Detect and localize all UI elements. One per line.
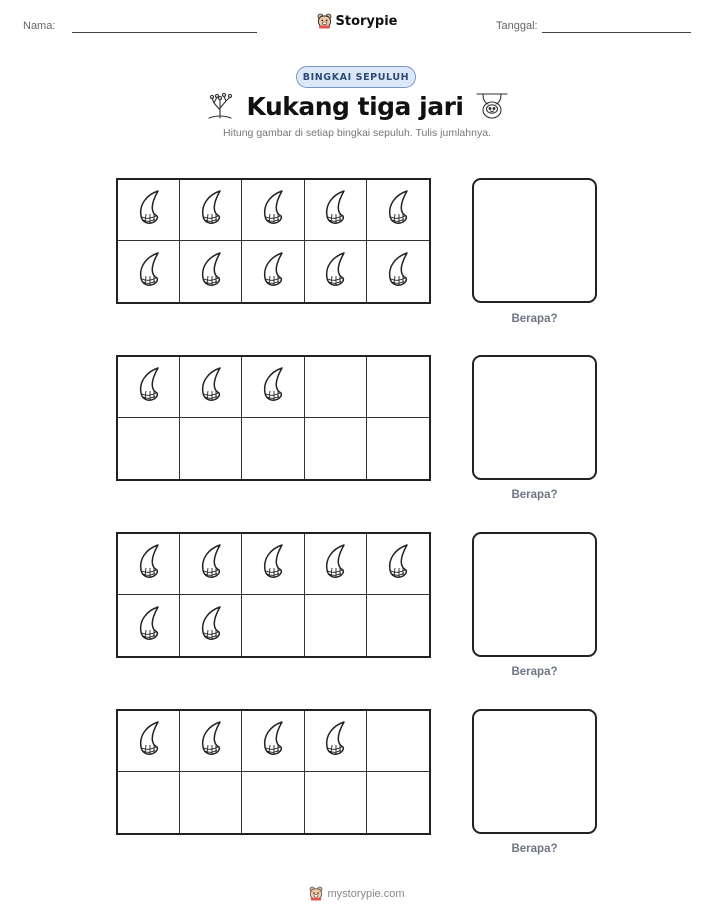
ten-frame-3 bbox=[116, 532, 431, 658]
answer-box-2[interactable] bbox=[472, 355, 597, 480]
name-label: Nama: bbox=[23, 20, 56, 32]
date-line[interactable] bbox=[542, 32, 691, 33]
frame-cell bbox=[118, 595, 180, 656]
footer bbox=[0, 886, 714, 901]
date-label: Tanggal: bbox=[496, 20, 538, 32]
frame-cell bbox=[242, 357, 304, 418]
title-row bbox=[0, 90, 714, 122]
frame-cell bbox=[242, 418, 304, 479]
ten-frame-4 bbox=[116, 709, 431, 835]
claw-icon bbox=[134, 366, 164, 408]
frame-cell bbox=[305, 418, 367, 479]
claw-icon bbox=[320, 543, 350, 585]
bear-logo-icon bbox=[309, 886, 323, 901]
claw-icon bbox=[196, 189, 226, 231]
frame-cell bbox=[242, 180, 304, 241]
instructions: Hitung gambar di setiap bingkai sepuluh. Tulis jumlahnya. bbox=[223, 127, 491, 139]
claw-icon bbox=[258, 720, 288, 762]
claw-icon bbox=[196, 366, 226, 408]
frame-cell bbox=[180, 418, 242, 479]
frame-cell bbox=[242, 241, 304, 302]
frame-cell bbox=[305, 180, 367, 241]
claw-icon bbox=[383, 251, 413, 293]
frame-cell bbox=[367, 534, 429, 595]
claw-icon bbox=[383, 189, 413, 231]
frame-cell bbox=[180, 241, 242, 302]
section-badge: BINGKAI SEPULUH bbox=[296, 66, 416, 88]
claw-icon bbox=[258, 189, 288, 231]
frame-cell bbox=[118, 357, 180, 418]
claw-icon bbox=[258, 366, 288, 408]
frame-cell bbox=[305, 711, 367, 772]
coral-icon bbox=[205, 92, 235, 120]
frame-cell bbox=[367, 711, 429, 772]
frame-cell bbox=[118, 180, 180, 241]
frame-cell bbox=[367, 241, 429, 302]
frame-cell bbox=[180, 180, 242, 241]
claw-icon bbox=[383, 543, 413, 585]
claw-icon bbox=[258, 251, 288, 293]
ten-frame-2 bbox=[116, 355, 431, 481]
frame-cell bbox=[242, 711, 304, 772]
name-line[interactable] bbox=[72, 32, 257, 33]
frame-cell bbox=[180, 595, 242, 656]
frame-cell bbox=[118, 772, 180, 833]
frame-cell bbox=[367, 418, 429, 479]
claw-icon bbox=[258, 543, 288, 585]
frame-cell bbox=[242, 595, 304, 656]
brand-name: Storypie bbox=[335, 13, 398, 29]
claw-icon bbox=[134, 189, 164, 231]
frame-cell bbox=[305, 595, 367, 656]
frame-cell bbox=[305, 241, 367, 302]
frame-cell bbox=[180, 534, 242, 595]
claw-icon bbox=[320, 189, 350, 231]
frame-cell bbox=[367, 772, 429, 833]
frame-cell bbox=[118, 711, 180, 772]
claw-icon bbox=[196, 605, 226, 647]
frame-cell bbox=[305, 534, 367, 595]
frame-cell bbox=[118, 534, 180, 595]
brand-logo bbox=[0, 13, 714, 29]
answer-prompt-1: Berapa? bbox=[511, 313, 558, 325]
frame-cell bbox=[367, 180, 429, 241]
claw-icon bbox=[134, 543, 164, 585]
answer-box-3[interactable] bbox=[472, 532, 597, 657]
page-title: Kukang tiga jari bbox=[246, 91, 464, 121]
frame-cell bbox=[118, 241, 180, 302]
frame-cell bbox=[118, 418, 180, 479]
answer-prompt-3: Berapa? bbox=[511, 666, 558, 678]
claw-icon bbox=[320, 720, 350, 762]
bear-logo-icon bbox=[317, 13, 332, 29]
answer-box-1[interactable] bbox=[472, 178, 597, 303]
ten-frame-1 bbox=[116, 178, 431, 304]
claw-icon bbox=[134, 720, 164, 762]
answer-prompt-4: Berapa? bbox=[511, 843, 558, 855]
frame-cell bbox=[305, 772, 367, 833]
claw-icon bbox=[196, 543, 226, 585]
answer-box-4[interactable] bbox=[472, 709, 597, 834]
frame-cell bbox=[367, 595, 429, 656]
sloth-icon bbox=[475, 90, 509, 122]
claw-icon bbox=[320, 251, 350, 293]
claw-icon bbox=[134, 605, 164, 647]
footer-url[interactable]: mystorypie.com bbox=[327, 887, 405, 900]
frame-cell bbox=[242, 534, 304, 595]
claw-icon bbox=[196, 251, 226, 293]
frame-cell bbox=[180, 357, 242, 418]
frame-cell bbox=[180, 772, 242, 833]
frame-cell bbox=[180, 711, 242, 772]
frame-cell bbox=[242, 772, 304, 833]
frame-cell bbox=[367, 357, 429, 418]
claw-icon bbox=[196, 720, 226, 762]
claw-icon bbox=[134, 251, 164, 293]
frame-cell bbox=[305, 357, 367, 418]
answer-prompt-2: Berapa? bbox=[511, 489, 558, 501]
